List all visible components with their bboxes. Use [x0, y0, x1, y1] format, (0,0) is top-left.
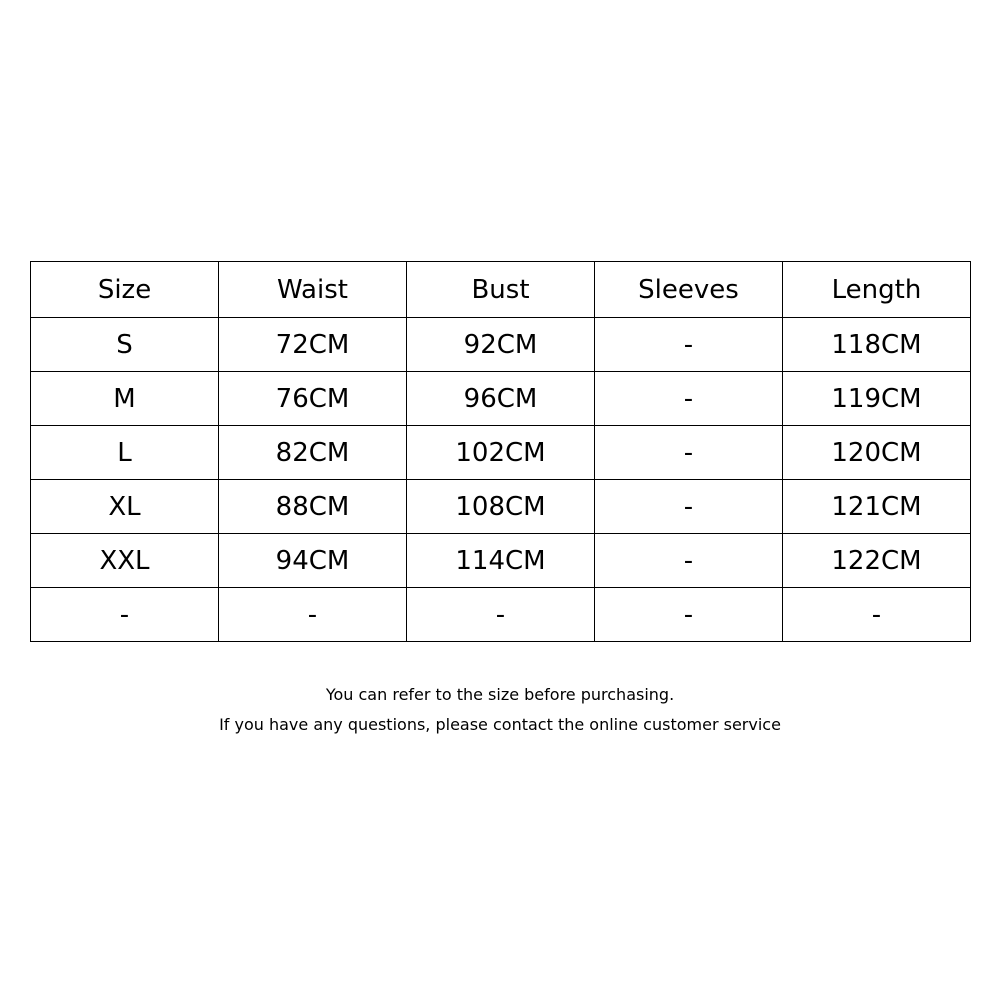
cell-length: 119CM — [783, 372, 971, 426]
cell-bust: 114CM — [407, 534, 595, 588]
cell-sleeves: - — [595, 318, 783, 372]
cell-bust: 102CM — [407, 426, 595, 480]
size-chart-table — [30, 261, 971, 642]
cell-sleeves: - — [595, 588, 783, 642]
cell-length: 122CM — [783, 534, 971, 588]
cell-bust: 108CM — [407, 480, 595, 534]
cell-waist: 76CM — [219, 372, 407, 426]
cell-size: S — [31, 318, 219, 372]
cell-size: L — [31, 426, 219, 480]
cell-waist: 72CM — [219, 318, 407, 372]
cell-bust: - — [407, 588, 595, 642]
header-bust: Bust — [407, 262, 595, 318]
cell-size: - — [31, 588, 219, 642]
cell-sleeves: - — [595, 372, 783, 426]
cell-length: 120CM — [783, 426, 971, 480]
note-line-contact: If you have any questions, please contact the online customer service — [219, 715, 781, 734]
table-row — [31, 588, 971, 642]
header-sleeves: Sleeves — [595, 262, 783, 318]
table-row — [31, 426, 971, 480]
cell-length: 121CM — [783, 480, 971, 534]
cell-size: M — [31, 372, 219, 426]
cell-length: 118CM — [783, 318, 971, 372]
cell-bust: 92CM — [407, 318, 595, 372]
table-row — [31, 318, 971, 372]
table-row — [31, 372, 971, 426]
table-row — [31, 480, 971, 534]
cell-sleeves: - — [595, 426, 783, 480]
note-line-refer: You can refer to the size before purchasing. — [325, 685, 675, 704]
table-row — [31, 534, 971, 588]
size-notes — [0, 680, 1000, 740]
header-waist: Waist — [219, 262, 407, 318]
cell-waist: 82CM — [219, 426, 407, 480]
cell-bust: 96CM — [407, 372, 595, 426]
cell-size: XL — [31, 480, 219, 534]
cell-size: XXL — [31, 534, 219, 588]
cell-length: - — [783, 588, 971, 642]
cell-sleeves: - — [595, 534, 783, 588]
cell-waist: 88CM — [219, 480, 407, 534]
cell-waist: - — [219, 588, 407, 642]
header-size: Size — [31, 262, 219, 318]
cell-sleeves: - — [595, 480, 783, 534]
cell-waist: 94CM — [219, 534, 407, 588]
header-length: Length — [783, 262, 971, 318]
table-header-row — [31, 262, 971, 318]
